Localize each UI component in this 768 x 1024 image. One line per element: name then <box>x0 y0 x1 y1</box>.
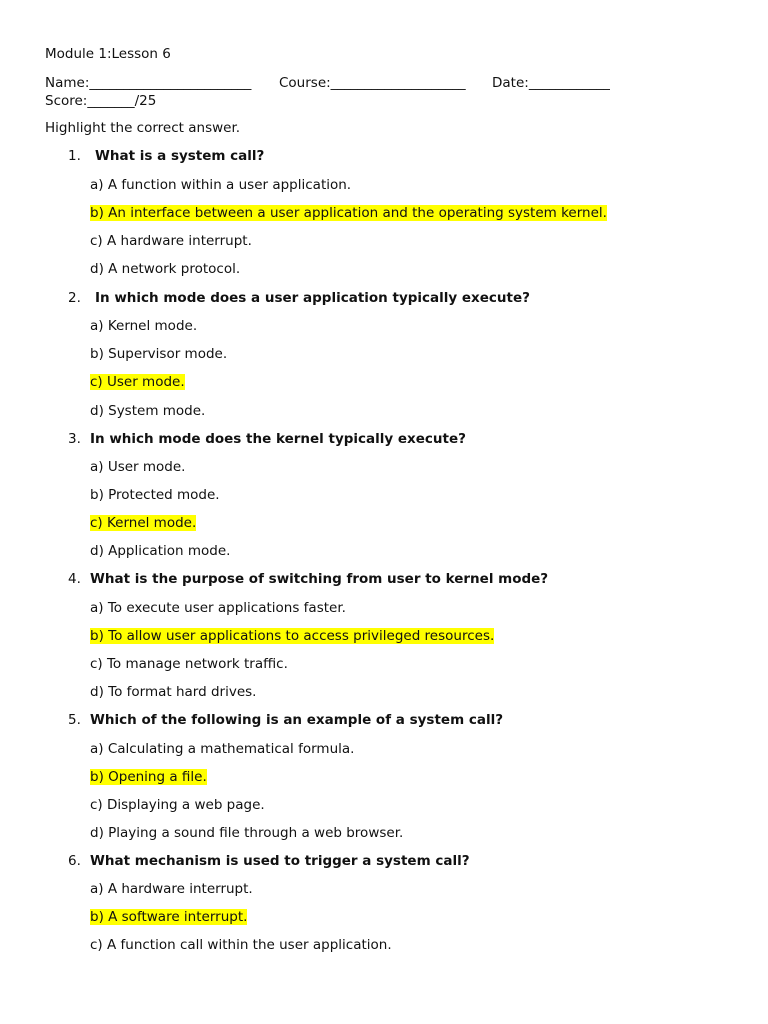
question-text: In which mode does a user application typically execute? <box>95 290 530 306</box>
answer-option: c) A hardware interrupt. <box>90 233 252 249</box>
question-2 <box>68 290 530 307</box>
answer-option: c) To manage network traffic. <box>90 656 288 672</box>
answer-option: d) Playing a sound file through a web browser. <box>90 825 404 841</box>
question-number: 3. <box>68 431 81 447</box>
question-text: In which mode does the kernel typically execute? <box>90 431 466 447</box>
answer-option: c) A function call within the user application. <box>90 937 392 953</box>
score-field: Score:_______/25 <box>45 93 157 109</box>
course-field: Course:____________________ <box>279 75 466 91</box>
answer-option: a) Kernel mode. <box>90 318 198 334</box>
question-5 <box>68 712 503 729</box>
answer-option-highlighted: b) An interface between a user application and the operating system kernel. <box>90 205 607 221</box>
answer-option-highlighted: c) Kernel mode. <box>90 515 197 531</box>
question-3 <box>68 431 466 448</box>
answer-option: d) System mode. <box>90 403 206 419</box>
question-1 <box>68 148 264 165</box>
question-number: 4. <box>68 571 81 587</box>
answer-option: d) To format hard drives. <box>90 684 257 700</box>
answer-option: d) Application mode. <box>90 543 231 559</box>
question-6 <box>68 853 470 870</box>
question-text: What is the purpose of switching from user to kernel mode? <box>90 571 549 587</box>
document-title: Module 1:Lesson 6 <box>45 46 171 62</box>
answer-option: b) Supervisor mode. <box>90 346 228 362</box>
answer-option-highlighted: b) Opening a file. <box>90 769 207 785</box>
question-text: Which of the following is an example of a system call? <box>90 712 504 728</box>
answer-option: a) Calculating a mathematical formula. <box>90 741 355 757</box>
question-4 <box>68 571 548 588</box>
answer-option: a) A function within a user application. <box>90 177 352 193</box>
answer-option: b) Protected mode. <box>90 487 220 503</box>
question-text: What mechanism is used to trigger a system call? <box>90 853 470 869</box>
instructions: Highlight the correct answer. <box>45 120 241 136</box>
answer-option-highlighted: c) User mode. <box>90 374 185 390</box>
name-field: Name:________________________ <box>45 75 252 91</box>
answer-option: a) A hardware interrupt. <box>90 881 253 897</box>
answer-option: a) To execute user applications faster. <box>90 600 346 616</box>
answer-option-highlighted: b) A software interrupt. <box>90 909 248 925</box>
date-field: Date:____________ <box>492 75 610 91</box>
answer-option: c) Displaying a web page. <box>90 797 265 813</box>
question-number: 5. <box>68 712 81 728</box>
question-number: 1. <box>68 148 81 164</box>
question-text: What is a system call? <box>95 148 265 164</box>
answer-option: d) A network protocol. <box>90 261 241 277</box>
answer-option: a) User mode. <box>90 459 186 475</box>
question-number: 2. <box>68 290 81 306</box>
answer-option-highlighted: b) To allow user applications to access privileged resources. <box>90 628 495 644</box>
question-number: 6. <box>68 853 81 869</box>
